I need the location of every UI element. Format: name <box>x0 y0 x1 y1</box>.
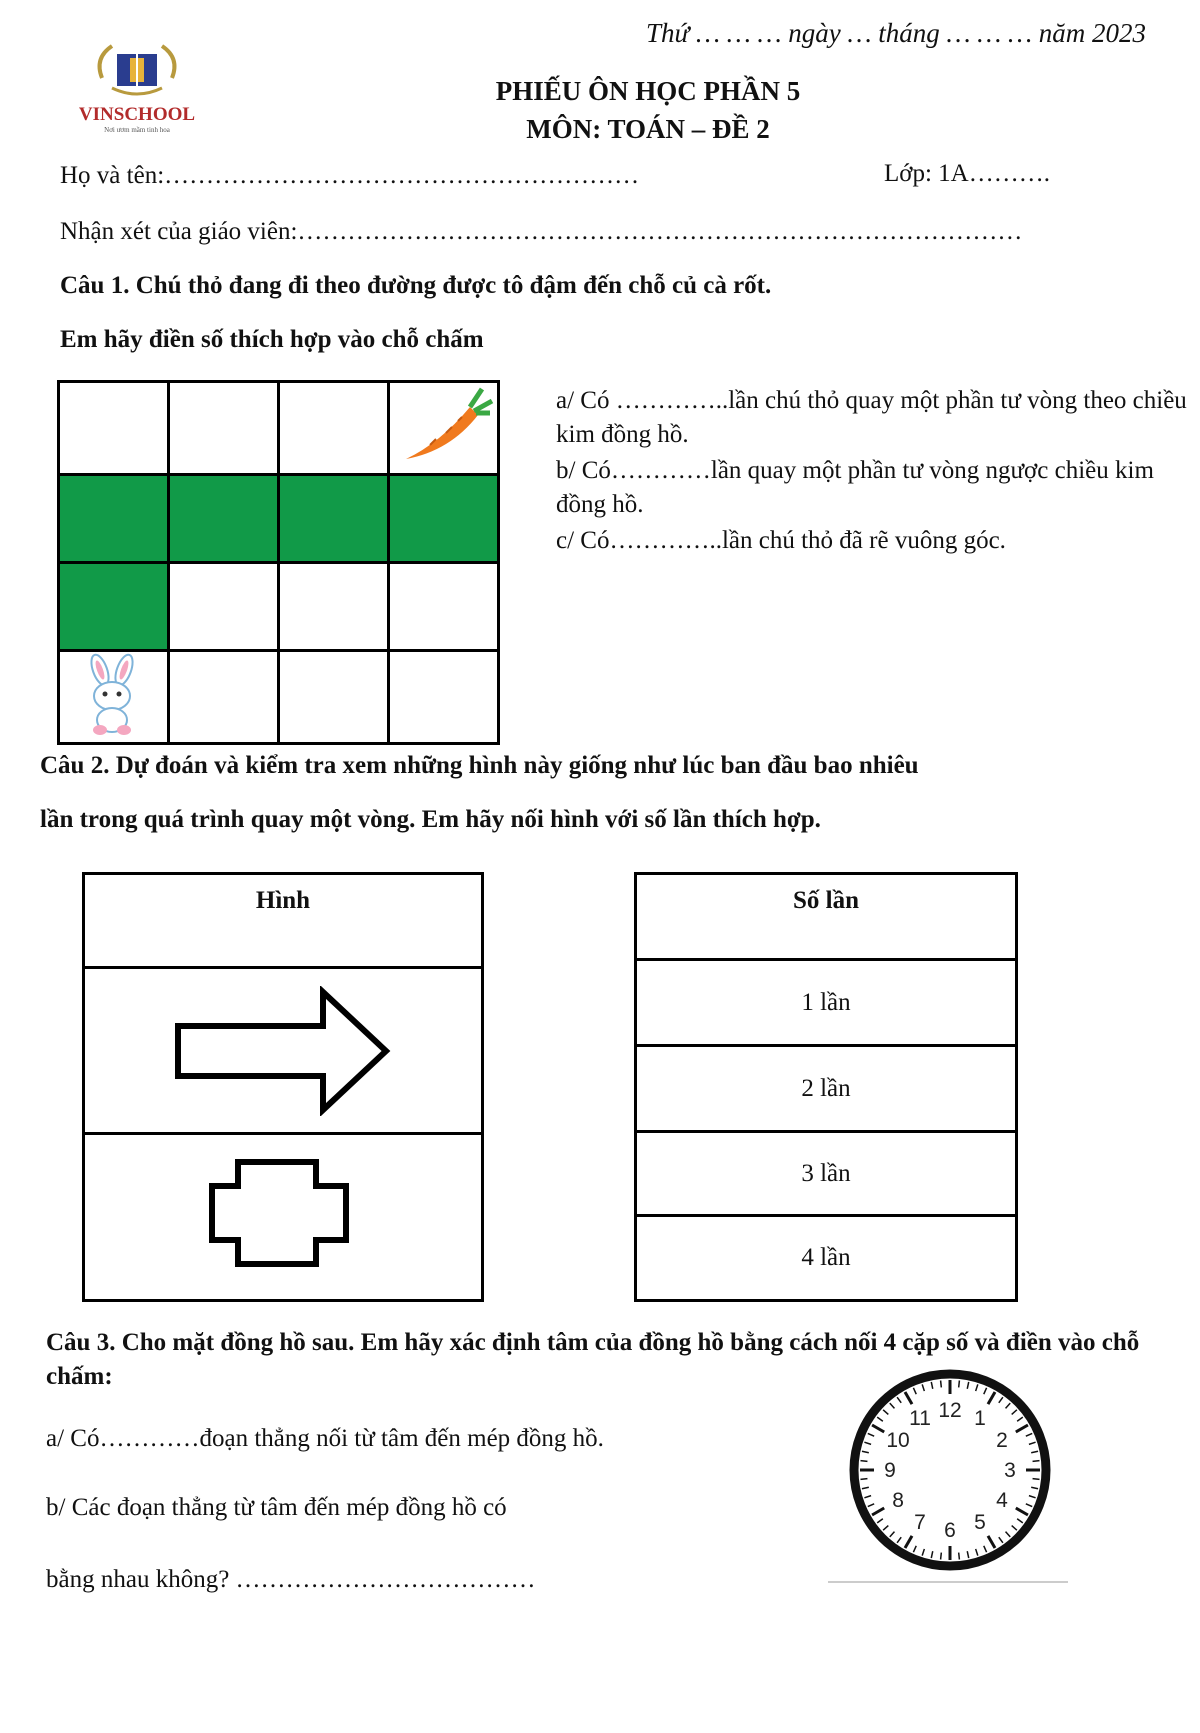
clock-tick <box>860 1461 867 1462</box>
clock-number: 8 <box>892 1489 904 1512</box>
teacher-comment-line: Nhận xét của giáo viên:…………………………………………………………………………… <box>60 218 1023 245</box>
carrot-icon <box>390 383 497 468</box>
q3-answer-b-line-1: b/ Các đoạn thẳng từ tâm đến mép đồng hồ có <box>46 1494 507 1521</box>
q1-answer-c: c/ Có…………..lần chú thỏ đã rẽ vuông góc. <box>556 527 1006 554</box>
q1-subtitle: Em hãy điền số thích hợp vào chỗ chấm <box>60 326 484 353</box>
arrow-shape-cell <box>85 969 481 1135</box>
clock-number: 1 <box>974 1407 986 1431</box>
count-table-header: Số lần <box>637 875 1015 961</box>
q1-answer-a: a/ Có …………..lần chú thỏ quay một phần tư vòng theo chiều kim đồng hồ. <box>556 387 1187 448</box>
date-line: Thứ … … … ngày … tháng … … … năm 2023 <box>646 18 1147 48</box>
rabbit-icon <box>60 652 167 737</box>
clock-number: 7 <box>914 1510 926 1534</box>
clock-number: 4 <box>996 1489 1008 1512</box>
clock-tick <box>1033 1479 1040 1480</box>
shape-table <box>82 872 484 1302</box>
clock-number: 9 <box>884 1459 896 1482</box>
count-option: 1 lần <box>637 961 1015 1047</box>
clock-tick <box>860 1479 867 1480</box>
name-line: Họ và tên:………………………………………………… <box>60 162 640 189</box>
clock-number: 11 <box>909 1407 931 1431</box>
count-option: 4 lần <box>801 1244 851 1271</box>
clock-number: 10 <box>886 1429 910 1452</box>
q2-title-line-2: lần trong quá trình quay một vòng. Em hãy nối hình với số lần thích hợp. <box>40 806 821 833</box>
rabbit-cell <box>59 651 169 744</box>
worksheet-title: PHIẾU ÔN HỌC PHẦN 5 <box>495 76 801 106</box>
q3-answer-b-line-2: bằng nhau không? ……………………………… <box>46 1566 536 1593</box>
clock-number: 2 <box>996 1429 1008 1452</box>
clock-number: 3 <box>1004 1459 1016 1482</box>
count-option: 2 lần <box>637 1047 1015 1133</box>
clock-number: 12 <box>938 1399 962 1422</box>
subject-title: MÔN: TOÁN – ĐỀ 2 <box>526 114 770 144</box>
clock-tick <box>1033 1461 1040 1462</box>
count-option: 3 lần <box>637 1133 1015 1217</box>
arrow-shape-icon <box>168 986 398 1116</box>
q3-answer-a: a/ Có…………đoạn thẳng nối từ tâm đến mép đồng hồ. <box>46 1425 604 1452</box>
q2-title-line-1: Câu 2. Dự đoán và kiểm tra xem những hình này giống như lúc ban đầu bao nhiêu <box>40 752 919 779</box>
school-slogan: Nơi ươm mầm tinh hoa <box>104 126 170 134</box>
carrot-cell <box>389 382 499 475</box>
class-line: Lớp: 1A………. <box>884 160 1050 187</box>
clock-tick <box>941 1380 942 1387</box>
q3-title: Câu 3. Cho mặt đồng hồ sau. Em hãy xác định tâm của đồng hồ bằng cách nối 4 cặp số và điền vào chỗ chấm: <box>46 1329 1140 1390</box>
clock-number: 6 <box>944 1519 956 1542</box>
cross-shape-icon <box>208 1158 358 1270</box>
school-name: VINSCHOOL <box>78 104 196 125</box>
school-logo <box>72 38 202 138</box>
q1-title: Câu 1. Chú thỏ đang đi theo đường được tô đậm đến chỗ củ cà rốt. <box>60 272 772 299</box>
clock-tick <box>959 1380 960 1387</box>
clock-tick <box>959 1553 960 1560</box>
clock-face <box>828 1366 1068 1590</box>
rabbit-path-grid <box>57 380 500 745</box>
shape-table-header: Hình <box>85 875 481 969</box>
cross-shape-cell <box>85 1135 481 1293</box>
clock-tick <box>941 1553 942 1560</box>
count-table <box>634 872 1018 1302</box>
clock-number: 5 <box>974 1510 986 1534</box>
q1-answer-b: b/ Có…………lần quay một phần tư vòng ngược chiều kim đồng hồ. <box>556 457 1154 518</box>
